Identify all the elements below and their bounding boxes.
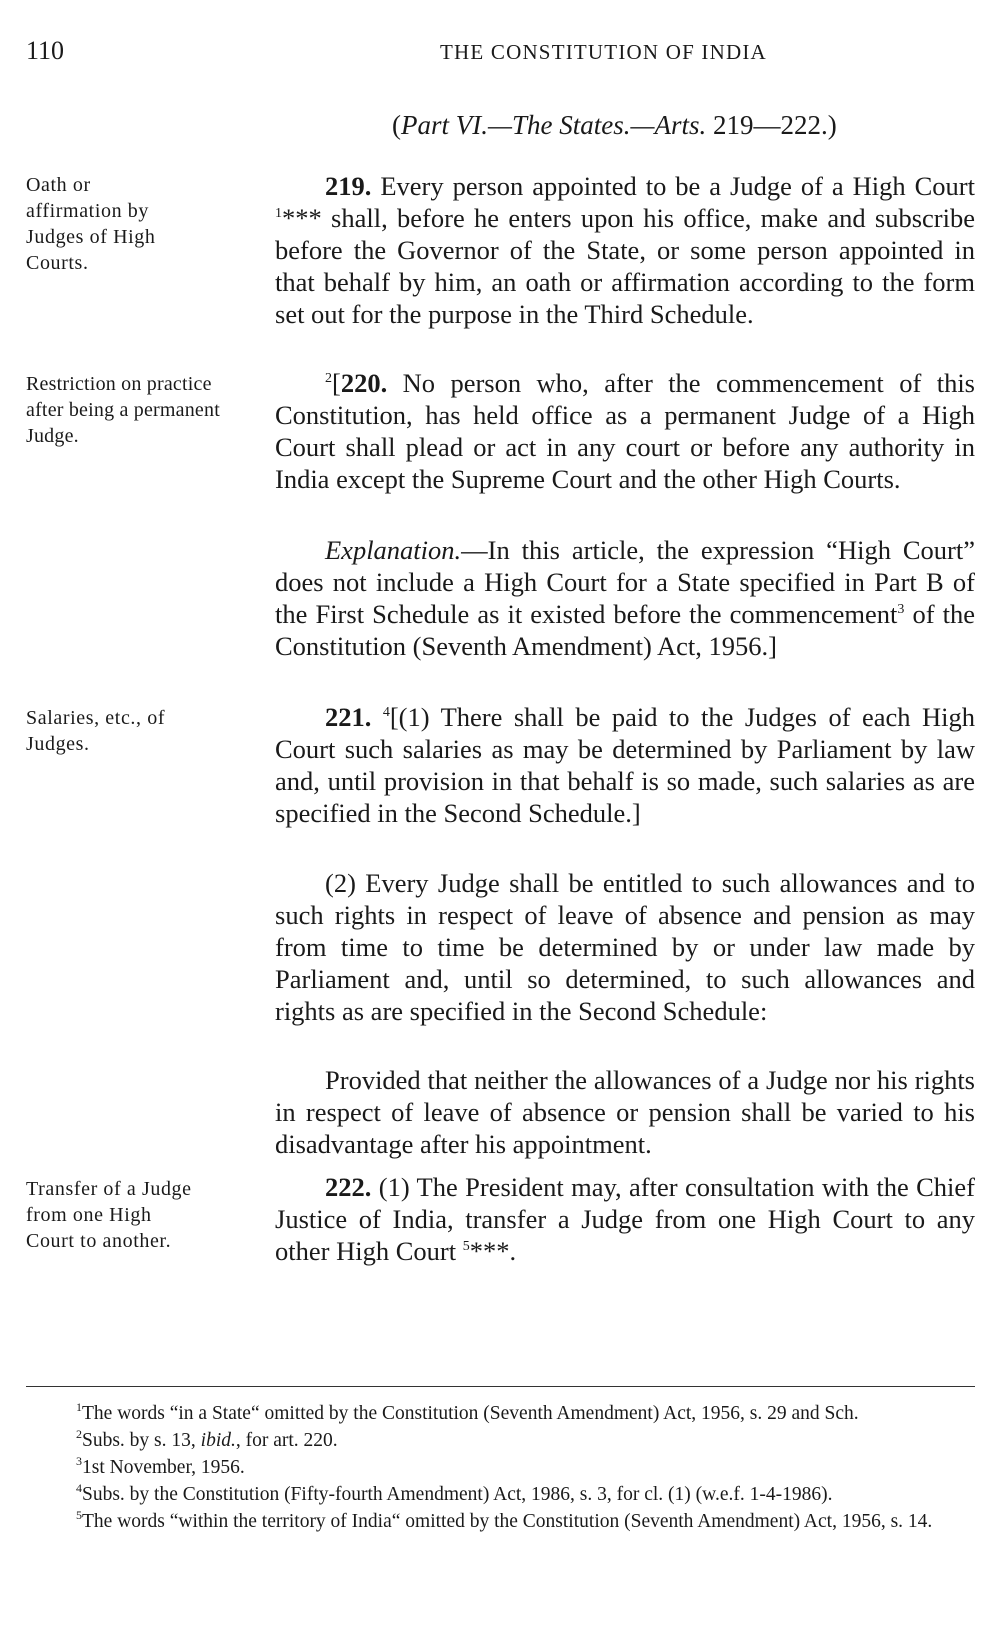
footnote-mark: 4 [76, 1481, 82, 1495]
footnote-4 [26, 1481, 975, 1508]
margin-note-222: Transfer of a Judge from one High Court to another. [26, 1178, 192, 1252]
article-219 [275, 170, 975, 330]
explanation-label: Explanation. [325, 535, 462, 565]
footnote-ref: 2 [325, 371, 332, 386]
article-text: ***. [469, 1236, 517, 1266]
margin-note-219: Oath or affirmation by Judges of High Courts. [26, 174, 156, 274]
explanation-text: of the Constitution (Seventh Amendment) Act, 1956.] [275, 599, 976, 661]
footnote-ref: 5 [462, 1239, 470, 1254]
footnote-mark: 2 [76, 1427, 82, 1441]
article-221 [275, 701, 975, 829]
article-221-proviso [275, 1064, 975, 1160]
article-number: 221. [325, 702, 372, 732]
footnotes [26, 1400, 975, 1535]
footnote-ref: 3 [897, 602, 905, 617]
part-heading [392, 110, 837, 141]
article-number: 220. [340, 368, 388, 398]
page-number: 110 [26, 36, 65, 65]
article-220-explanation [275, 534, 975, 662]
article-221-clause-2 [275, 867, 975, 1027]
footnote-mark: 1 [76, 1400, 82, 1414]
footnote-text: 1st November, 1956. [82, 1457, 245, 1478]
article-number: 222. [325, 1172, 372, 1202]
explanation-text: —In this article, the expression “High Court” does not include a High Court for a State specified in Part B of the First Schedule as it existed before the commencement [275, 535, 975, 629]
footnote-1 [26, 1400, 975, 1427]
article-text: (1) The President may, after consultation with the Chief Justice of India, transfer a Judge from one High Court to any other High Court [275, 1172, 975, 1266]
clause-2: (2) Every Judge shall be entitled to such allowances and to such rights in respect of leave of absence and pension as may from time to time be determined by or under law made by Parliament and, until so determined, to such allowances and rights as are specified in the Second Schedule: [275, 868, 975, 1026]
footnote-text: , for art. 220. [235, 1430, 338, 1451]
footnote-divider [26, 1386, 975, 1387]
footnote-ref: 1 [275, 206, 282, 221]
bracket-open: [ [332, 368, 341, 398]
article-number: 219. [325, 171, 372, 201]
proviso: Provided that neither the allowances of a Judge nor his rights in respect of leave of absence or pension shall be varied to his disadvantage after his appointment. [275, 1065, 975, 1159]
footnote-text: The words “in a State“ omitted by the Constitution (Seventh Amendment) Act, 1956, s. 29 and Sch. [82, 1403, 859, 1424]
footnote-3 [26, 1454, 975, 1481]
footnote-ibid: ibid. [200, 1430, 236, 1451]
footnote-2 [26, 1427, 975, 1454]
running-head: THE CONSTITUTION OF INDIA [440, 40, 767, 64]
footnote-mark: 3 [76, 1454, 82, 1468]
footnote-ref: 4 [382, 705, 390, 720]
part-open: ( [392, 110, 401, 140]
article-222 [275, 1171, 975, 1267]
margin-note-221: Salaries, etc., of Judges. [26, 707, 166, 755]
footnote-mark: 5 [76, 1508, 82, 1522]
part-range: 219—222.) [706, 110, 837, 140]
footnote-text: Subs. by s. 13, [82, 1430, 201, 1451]
part-italic: Part VI.—The States.—Arts. [401, 110, 707, 140]
article-text: No person who, after the commencement of this Constitution, has held office as a permanent Judge of a High Court shall plead or act in any court or before any authority in India except the Supreme Court and the other High Courts. [275, 368, 975, 494]
margin-note-220: Restriction on practice after being a permanent Judge. [26, 373, 220, 447]
clause-1: [(1) There shall be paid to the Judges of each High Court such salaries as may be determined by Parliament by law and, until provision in that behalf is so made, such salaries as are specified in the Second Schedule.] [275, 702, 976, 828]
article-text: *** shall, before he enters upon his office, make and subscribe before the Governor of the State, or some person appointed in that behalf by him, an oath or affirmation according to the form set out for the purpose in the Third Schedule. [275, 203, 975, 329]
article-text: Every person appointed to be a Judge of a High Court [371, 171, 975, 201]
footnote-text: Subs. by the Constitution (Fifty-fourth Amendment) Act, 1986, s. 3, for cl. (1) (w.e.f. 1-4-1986). [82, 1484, 833, 1505]
article-220 [275, 367, 975, 495]
footnote-5 [26, 1508, 975, 1535]
footnote-text: The words “within the territory of India“ omitted by the Constitution (Seventh Amendment) Act, 1956, s. 14. [82, 1511, 933, 1532]
